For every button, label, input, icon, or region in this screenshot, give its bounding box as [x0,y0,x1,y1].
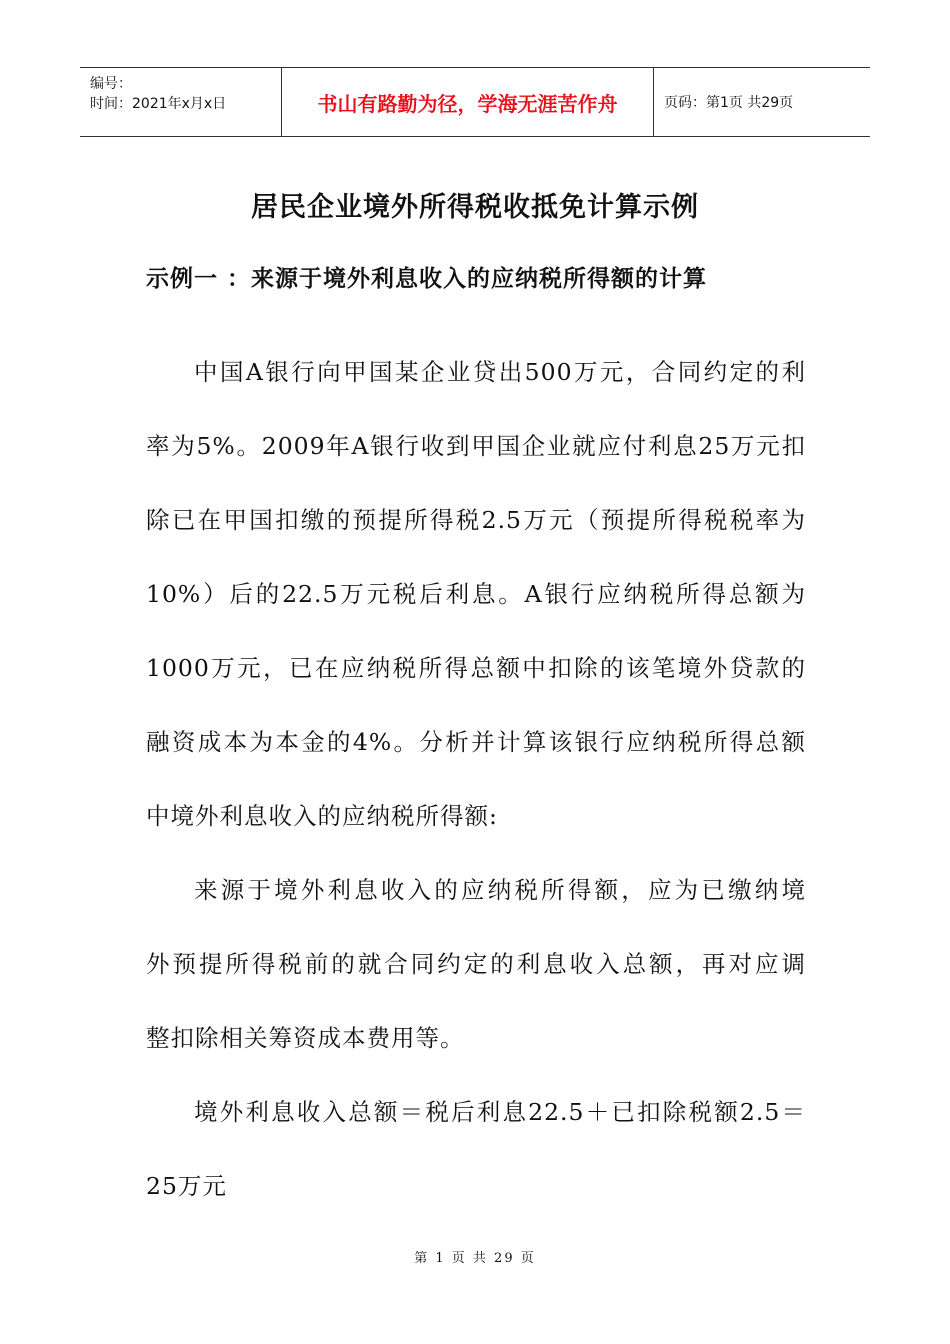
paragraph-line: 率为5%。2009年A银行收到甲国企业就应付利息25万元扣 [146,432,806,460]
header-table [80,67,870,137]
paragraph-line: 境外利息收入总额＝税后利息22.5＋已扣除税额2.5＝ [194,1098,806,1126]
paragraph-line: 来源于境外利息收入的应纳税所得额，应为已缴纳境 [194,876,806,904]
header-motto: 书山有路勤为径，学海无涯苦作舟 [282,68,654,136]
paragraph-line: 整扣除相关筹资成本费用等。 [146,1024,465,1052]
paragraph-line: 1000万元，已在应纳税所得总额中扣除的该笔境外贷款的 [146,654,806,682]
paragraph-line: 中境外利息收入的应纳税所得额: [146,802,498,830]
page-title: 居民企业境外所得税收抵免计算示例 [251,192,699,223]
paragraph-line: 融资成本为本金的4%。分析并计算该银行应纳税所得总额 [146,728,806,756]
paragraph-line: 外预提所得税前的就合同约定的利息收入总额，再对应调 [146,950,806,978]
paragraph-line: 25万元 [146,1172,227,1200]
paragraph-line: 10%）后的22.5万元税后利息。A银行应纳税所得总额为 [146,580,806,608]
header-page-number: 页码：第1页 共29页 [664,95,794,111]
paragraph-line: 除已在甲国扣缴的预提所得税2.5万元（预提所得税税率为 [146,506,806,534]
paragraph-line: 中国A银行向甲国某企业贷出500万元，合同约定的利 [194,358,806,386]
page-footer: 第 1 页 共 29 页 [414,1251,536,1266]
header-meta [80,68,282,136]
document-number: 编号： [90,76,132,92]
body-text [146,335,806,1223]
document-time: 时间：2021年x月x日 [90,96,227,112]
section-heading: 示例一 ：来源于境外利息收入的应纳税所得额的计算 [146,266,708,292]
